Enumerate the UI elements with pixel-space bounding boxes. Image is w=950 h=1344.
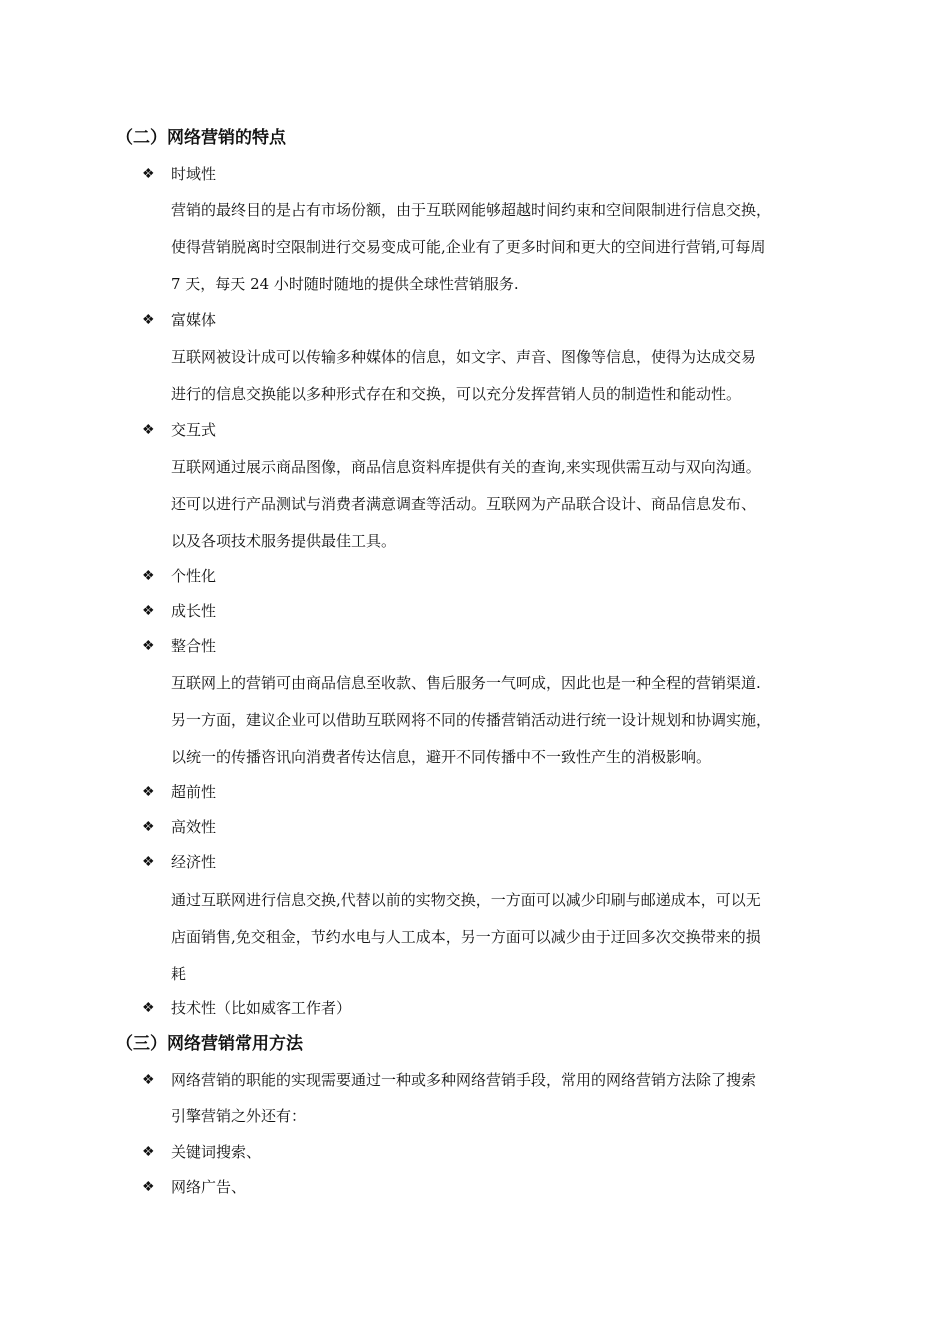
diamond-dots-icon: ❖ <box>142 819 155 835</box>
bullet-label: 关键词搜索、 <box>171 1143 262 1161</box>
bullet-label: 交互式 <box>171 421 217 439</box>
paragraph-line: 以统一的传播咨讯向消费者传达信息，避开不同传播中不一致性产生的消极影响。 <box>171 748 712 766</box>
paragraph-line: 营销的最终目的是占有市场份额，由于互联网能够超越时间约束和空间限制进行信息交换， <box>171 201 772 219</box>
diamond-dots-icon: ❖ <box>142 1144 155 1160</box>
diamond-dots-icon: ❖ <box>142 638 155 654</box>
paragraph-line: 另一方面，建议企业可以借助互联网将不同的传播营销活动进行统一设计规划和协调实施， <box>171 711 772 729</box>
paragraph-line: 引擎营销之外还有： <box>171 1107 307 1125</box>
bullet-label: 网络广告、 <box>171 1178 247 1196</box>
diamond-dots-icon: ❖ <box>142 854 155 870</box>
bullet-label: 富媒体 <box>171 311 217 329</box>
paragraph-line: 进行的信息交换能以多种形式存在和交换，可以充分发挥营销人员的制造性和能动性。 <box>171 385 742 403</box>
bullet-label: 超前性 <box>171 783 217 801</box>
diamond-dots-icon: ❖ <box>142 568 155 584</box>
paragraph-line: 以及各项技术服务提供最佳工具。 <box>171 532 397 550</box>
paragraph-line: 互联网被设计成可以传输多种媒体的信息，如文字、声音、图像等信息，使得为达成交易 <box>171 348 757 366</box>
bullet-label: 经济性 <box>171 853 217 871</box>
section-heading: （三）网络营销常用方法 <box>116 1034 303 1054</box>
bullet-label: 网络营销的职能的实现需要通过一种或多种网络营销手段，常用的网络营销方法除了搜索 <box>171 1071 757 1089</box>
bullet-label: 个性化 <box>171 567 217 585</box>
paragraph-line: 还可以进行产品测试与消费者满意调查等活动。互联网为产品联合设计、商品信息发布、 <box>171 495 757 513</box>
bullet-label: 高效性 <box>171 818 217 836</box>
paragraph-line: 互联网上的营销可由商品信息至收款、售后服务一气呵成，因此也是一种全程的营销渠道. <box>171 674 761 692</box>
paragraph-line: 店面销售,免交租金，节约水电与人工成本，另一方面可以减少由于迂回多次交换带来的损 <box>171 928 761 946</box>
diamond-dots-icon: ❖ <box>142 166 155 182</box>
bullet-label: 成长性 <box>171 602 217 620</box>
paragraph-line: 互联网通过展示商品图像，商品信息资料库提供有关的查询,来实现供需互动与双向沟通。 <box>171 458 761 476</box>
diamond-dots-icon: ❖ <box>142 422 155 438</box>
diamond-dots-icon: ❖ <box>142 1072 155 1088</box>
diamond-dots-icon: ❖ <box>142 1000 155 1016</box>
paragraph-line: 耗 <box>171 965 187 983</box>
diamond-dots-icon: ❖ <box>142 603 155 619</box>
paragraph-line: 使得营销脱离时空限制进行交易变成可能,企业有了更多时间和更大的空间进行营销,可每周 <box>171 238 766 256</box>
paragraph-line: 7 天，每天 24 小时随时随地的提供全球性营销服务. <box>171 275 519 293</box>
bullet-label: 整合性 <box>171 637 217 655</box>
bullet-label: 技术性（比如威客工作者） <box>171 999 352 1017</box>
diamond-dots-icon: ❖ <box>142 1179 155 1195</box>
bullet-label: 时域性 <box>171 165 217 183</box>
section-heading: （二）网络营销的特点 <box>116 128 286 148</box>
diamond-dots-icon: ❖ <box>142 784 155 800</box>
diamond-dots-icon: ❖ <box>142 312 155 328</box>
paragraph-line: 通过互联网进行信息交换,代替以前的实物交换，一方面可以减少印刷与邮递成本，可以无 <box>171 891 761 909</box>
